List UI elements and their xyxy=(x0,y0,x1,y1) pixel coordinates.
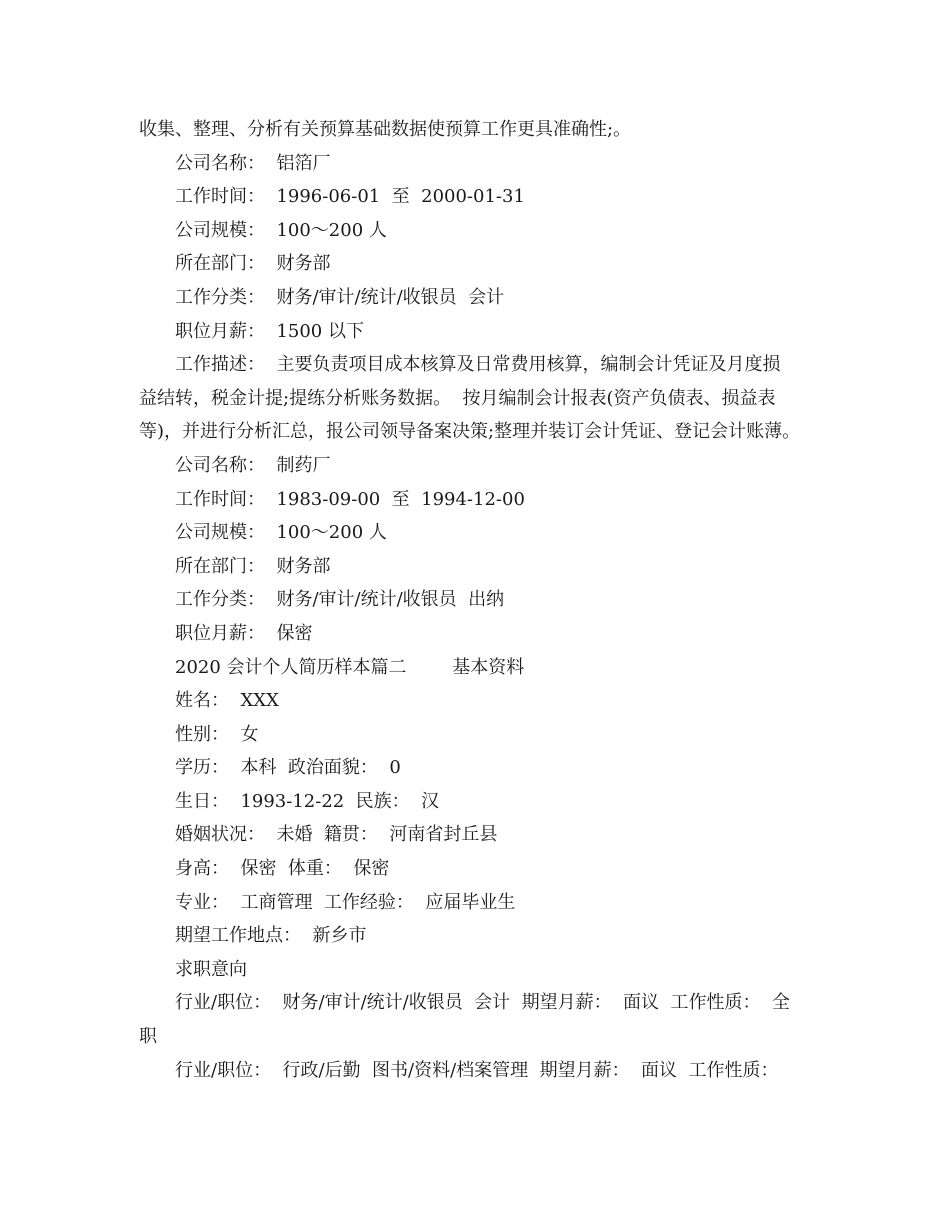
education-line: 学历： 本科 政治面貌： 0 xyxy=(175,757,401,779)
marital-status-line: 婚姻状况： 未婚 籍贯： 河南省封丘县 xyxy=(175,824,498,846)
height-weight-line: 身高： 保密 体重： 保密 xyxy=(175,858,390,880)
department-line: 所在部门： 财务部 xyxy=(175,253,331,275)
company-name-line: 公司名称： 铝箔厂 xyxy=(175,152,331,174)
text-line: 收集、整理、分析有关预算基础数据使预算工作更具准确性;。 xyxy=(139,119,632,140)
desired-location-line: 期望工作地点： 新乡市 xyxy=(175,925,367,947)
resume-text-body xyxy=(139,113,829,1087)
job-description-line: 益结转，税金计提;提练分析账务数据。 按月编制会计报表(资产负债表、损益表 xyxy=(139,387,776,409)
major-line: 专业： 工商管理 工作经验： 应届毕业生 xyxy=(175,891,516,913)
job-category-line: 工作分类： 财务/审计/统计/收银员 出纳 xyxy=(175,589,505,611)
job-category-line: 工作分类： 财务/审计/统计/收银员 会计 xyxy=(175,286,505,308)
department-line: 所在部门： 财务部 xyxy=(175,555,331,577)
industry-position-line: 行业/职位： 行政/后勤 图书/资料/档案管理 期望月薪： 面议 工作性质： xyxy=(175,1059,779,1081)
birthday-line: 生日： 1993-12-22 民族： 汉 xyxy=(175,790,440,812)
company-name-line: 公司名称： 制药厂 xyxy=(175,454,331,476)
industry-position-line: 职 xyxy=(139,1026,157,1048)
job-description-line: 工作描述： 主要负责项目成本核算及日常费用核算，编制会计凭证及月度损 xyxy=(175,354,781,376)
job-intention-heading: 求职意向 xyxy=(175,958,247,980)
section-heading: 2020 会计个人简历样本篇二 基本资料 xyxy=(175,656,525,678)
salary-line: 职位月薪： 保密 xyxy=(175,622,313,644)
job-description-line: 等)，并进行分析汇总，报公司领导备案决策;整理并装订会计凭证、登记会计账薄。 xyxy=(139,421,801,443)
salary-line: 职位月薪： 1500 以下 xyxy=(175,320,364,342)
gender-line: 性别： 女 xyxy=(175,723,259,745)
company-size-line: 公司规模： 100～200 人 xyxy=(175,219,387,241)
name-line: 姓名： XXX xyxy=(175,690,279,712)
work-period-line: 工作时间： 1996-06-01 至 2000-01-31 xyxy=(175,186,525,208)
work-period-line: 工作时间： 1983-09-00 至 1994-12-00 xyxy=(175,488,525,510)
company-size-line: 公司规模： 100～200 人 xyxy=(175,522,387,544)
industry-position-line: 行业/职位： 财务/审计/统计/收银员 会计 期望月薪： 面议 工作性质： 全 xyxy=(175,992,790,1014)
